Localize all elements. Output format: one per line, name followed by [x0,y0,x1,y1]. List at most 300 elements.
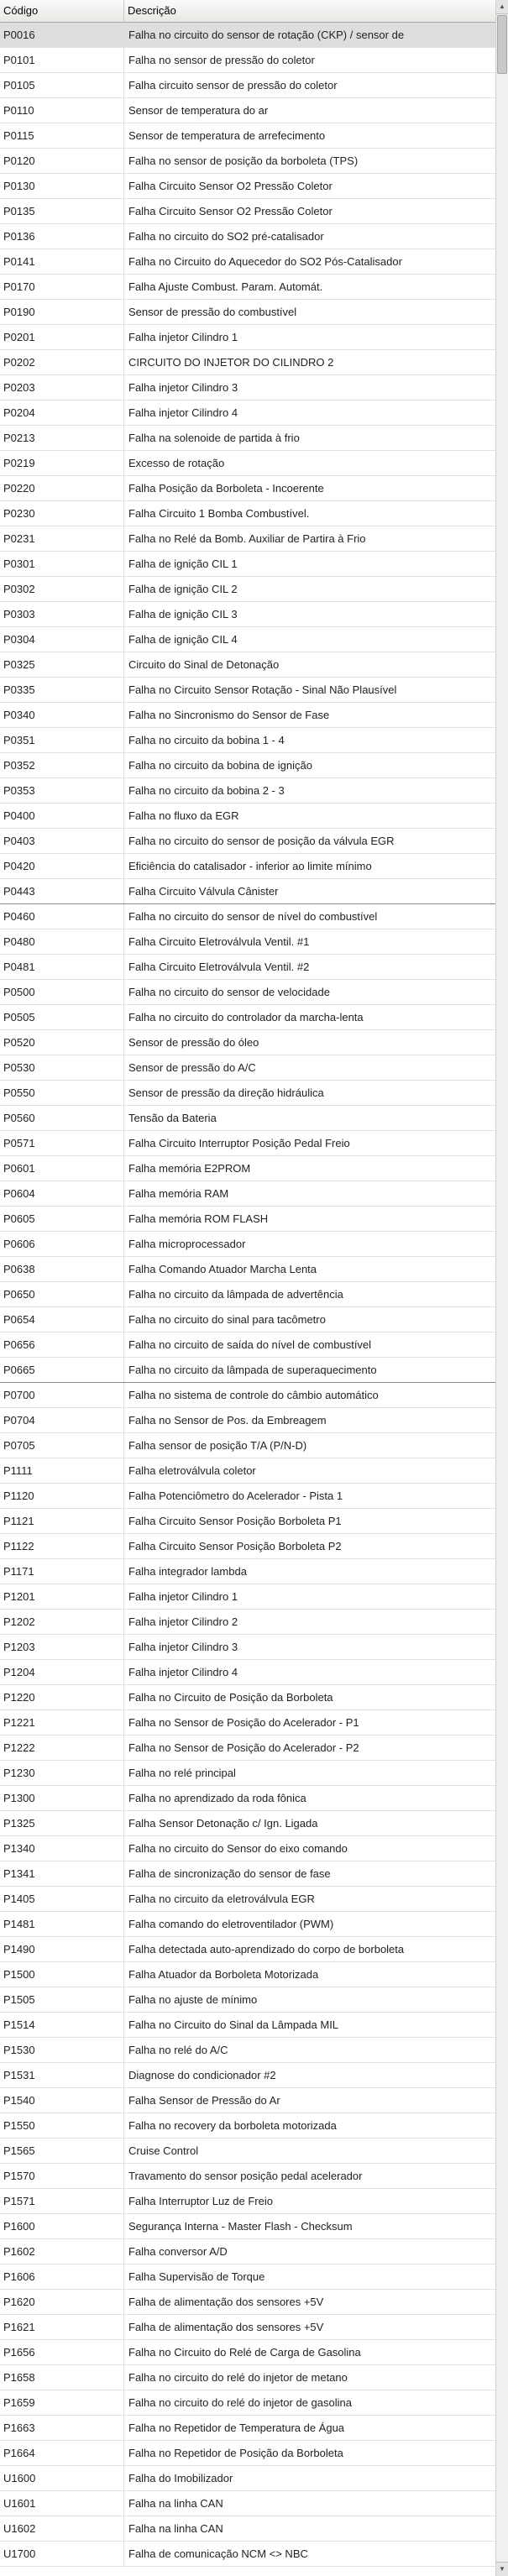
table-row[interactable] [0,678,495,703]
code-cell: P0115 [0,123,124,148]
code-cell: P1325 [0,1811,124,1835]
description-cell: Falha no circuito da bobina 2 - 3 [128,784,285,797]
description-cell: Falha no Circuito de Posição da Borboleta [128,1691,333,1704]
description-cell: Falha Circuito Eletroválvula Ventil. #2 [128,961,310,973]
code-cell: P0500 [0,980,124,1004]
code-cell: P0654 [0,1307,124,1332]
code-cell: P0213 [0,426,124,450]
table-row[interactable] [0,2491,495,2516]
description-cell: Falha no relé principal [128,1767,236,1779]
table-row[interactable] [0,325,495,350]
table-row[interactable] [0,48,495,73]
description-cell: Falha no circuito do controlador da marcha-lenta [128,1011,364,1024]
table-row[interactable] [0,199,495,224]
description-cell: Falha no fluxo da EGR [128,809,239,822]
vertical-scrollbar[interactable] [495,0,508,2576]
code-cell: P0135 [0,199,124,223]
code-cell: P1565 [0,2139,124,2163]
code-cell: P0120 [0,149,124,173]
scroll-down-arrow-icon[interactable]: ▼ [496,2562,508,2576]
table-row[interactable] [0,501,495,526]
table-row[interactable] [0,1106,495,1131]
table-row[interactable] [0,1861,495,1887]
description-cell: Falha Circuito Válvula Cânister [128,885,279,898]
table-row[interactable] [0,1081,495,1106]
table-row[interactable] [0,2466,495,2491]
table-row[interactable] [0,1660,495,1685]
table-row[interactable] [0,1987,495,2013]
code-cell: P0303 [0,602,124,626]
description-cell: Falha Interruptor Luz de Freio [128,2195,273,2207]
description-cell: Falha no aprendizado da roda fônica [128,1792,306,1804]
table-row[interactable] [0,753,495,778]
description-cell: Falha Comando Atuador Marcha Lenta [128,1263,317,1275]
description-cell: Travamento do sensor posição pedal acelerador [128,2170,363,2182]
description-cell: Falha no circuito do Sensor do eixo comando [128,1842,348,1855]
code-cell: P0420 [0,854,124,878]
table-row[interactable] [0,552,495,577]
code-cell: P1120 [0,1484,124,1508]
description-cell: Falha Circuito Eletroválvula Ventil. #1 [128,935,310,948]
code-cell: P0352 [0,753,124,778]
code-cell: P1405 [0,1887,124,1911]
table-row[interactable] [0,2189,495,2214]
table-row[interactable] [0,2290,495,2315]
description-cell: Falha detectada auto-aprendizado do corpo de borboleta [128,1943,405,1956]
code-cell: P0105 [0,73,124,97]
table-row[interactable] [0,602,495,627]
code-cell: P1550 [0,2113,124,2138]
code-cell: P0665 [0,1358,124,1382]
table-row[interactable] [0,1408,495,1433]
table-row[interactable] [0,1685,495,1710]
code-cell: P1204 [0,1660,124,1684]
description-cell: Falha Sensor de Pressão do Ar [128,2094,280,2107]
table-row[interactable] [0,577,495,602]
table-row[interactable] [0,375,495,401]
description-cell: Falha de alimentação dos sensores +5V [128,2296,324,2308]
description-cell: Falha injetor Cilindro 1 [128,331,238,343]
table-row[interactable] [0,2239,495,2264]
table-row[interactable] [0,1383,495,1408]
table-row[interactable] [0,2365,495,2390]
column-header-description[interactable]: Descrição [128,4,176,17]
description-cell: Sensor de pressão do combustível [128,306,297,318]
table-row[interactable] [0,627,495,652]
description-cell: Falha de comunicação NCM <> NBC [128,2547,308,2560]
code-cell: P0351 [0,728,124,752]
table-row[interactable] [0,2340,495,2365]
description-cell: Falha na solenoide de partida à frio [128,432,300,444]
description-cell: Falha no sensor de posição da borboleta (TPS) [128,154,359,167]
code-cell: P0219 [0,451,124,475]
table-row[interactable] [0,1055,495,1081]
code-cell: P0202 [0,350,124,374]
description-cell: Sensor de pressão da direção hidráulica [128,1086,324,1099]
description-cell: Falha injetor Cilindro 3 [128,1641,238,1653]
code-cell: P1571 [0,2189,124,2213]
code-cell: P1664 [0,2441,124,2465]
description-cell: Falha comando do eletroventilador (PWM) [128,1918,334,1930]
description-cell: Falha Ajuste Combust. Param. Automát. [128,280,323,293]
description-cell: Falha no Sensor de Posição do Acelerador - P1 [128,1716,359,1729]
code-cell: P1221 [0,1710,124,1735]
code-cell: P0650 [0,1282,124,1306]
code-cell: P0136 [0,224,124,249]
code-cell: U1700 [0,2542,124,2566]
table-row[interactable] [0,778,495,804]
table-row[interactable] [0,1333,495,1358]
description-cell: Falha Supervisão de Torque [128,2270,265,2283]
code-cell: P1659 [0,2390,124,2415]
code-cell: P0335 [0,678,124,702]
column-header-code[interactable]: Código [0,0,124,22]
table-row[interactable] [0,2038,495,2063]
table-row[interactable] [0,1761,495,1786]
table-row[interactable] [0,350,495,375]
description-cell: Falha no circuito do SO2 pré-catalisador [128,230,324,243]
table-row[interactable] [0,2416,495,2441]
code-cell: P0606 [0,1232,124,1256]
table-row[interactable] [0,879,495,904]
description-cell: Tensão da Bateria [128,1112,217,1124]
description-cell: Falha Circuito 1 Bomba Combustível. [128,507,310,520]
table-row[interactable] [0,1736,495,1761]
table-row[interactable] [0,1635,495,1660]
table-row[interactable] [0,174,495,199]
description-cell: Falha no Circuito Sensor Rotação - Sinal Não Plausível [128,683,397,696]
table-row[interactable] [0,2441,495,2466]
description-cell: Falha de sincronização do sensor de fase [128,1867,331,1880]
description-cell: Excesso de rotação [128,457,225,469]
table-row[interactable] [0,2139,495,2164]
table-row[interactable] [0,1836,495,1861]
table-row[interactable] [0,1509,495,1534]
table-row[interactable] [0,149,495,174]
table-row[interactable] [0,1005,495,1030]
description-cell: Falha no Repetidor de Temperatura de Água [128,2422,345,2434]
description-cell: Falha Circuito Interruptor Posição Pedal Freio [128,1137,350,1149]
code-cell: P0353 [0,778,124,803]
description-cell: Circuito do Sinal de Detonação [128,658,280,671]
description-cell: Falha no circuito da eletroválvula EGR [128,1893,315,1905]
table-row[interactable] [0,1912,495,1937]
description-cell: Falha de alimentação dos sensores +5V [128,2321,324,2333]
table-row[interactable] [0,401,495,426]
code-cell: P1505 [0,1987,124,2012]
table-row[interactable] [0,1937,495,1962]
table-row[interactable] [0,652,495,678]
description-cell: Falha injetor Cilindro 2 [128,1615,238,1628]
table-row[interactable] [0,1307,495,1333]
table-row[interactable] [0,2390,495,2416]
code-cell: P0638 [0,1257,124,1281]
code-cell: P1203 [0,1635,124,1659]
table-row[interactable] [0,1433,495,1458]
code-cell: P0231 [0,526,124,551]
code-cell: P1621 [0,2315,124,2339]
code-cell: P0605 [0,1207,124,1231]
description-cell: Cruise Control [128,2144,199,2157]
code-cell: P0304 [0,627,124,652]
table-row[interactable] [0,526,495,552]
scrollbar-thumb[interactable] [497,15,507,74]
code-cell: P1220 [0,1685,124,1709]
description-cell: Falha no Circuito do Relé de Carga de Gasolina [128,2346,361,2359]
table-row[interactable] [0,2013,495,2038]
code-cell: P0705 [0,1433,124,1458]
table-row[interactable] [0,929,495,955]
code-cell: P0604 [0,1181,124,1206]
description-cell: Falha no circuito da bobina 1 - 4 [128,734,285,746]
description-cell: Falha circuito sensor de pressão do coletor [128,79,338,92]
table-row[interactable] [0,2264,495,2290]
description-cell: Segurança Interna - Master Flash - Checksum [128,2220,353,2233]
table-header [0,0,495,23]
table-row[interactable] [0,1610,495,1635]
code-cell: P0190 [0,300,124,324]
description-cell: Sensor de pressão do A/C [128,1061,256,1074]
table-row[interactable] [0,804,495,829]
code-cell: P0101 [0,48,124,72]
code-cell: P1606 [0,2264,124,2289]
code-cell: P1656 [0,2340,124,2364]
table-row[interactable] [0,2063,495,2088]
table-row[interactable] [0,829,495,854]
description-cell: Falha injetor Cilindro 4 [128,1666,238,1678]
code-cell: P1620 [0,2290,124,2314]
code-cell: P0656 [0,1333,124,1357]
table-row[interactable] [0,1559,495,1584]
table-row[interactable] [0,2214,495,2239]
description-cell: Sensor de temperatura de arrefecimento [128,129,326,142]
description-cell: Falha Circuito Sensor O2 Pressão Coletor [128,205,333,217]
code-cell: P0016 [0,23,124,47]
description-cell: Falha no Circuito do Aquecedor do SO2 Pós-Catalisador [128,255,402,268]
description-cell: Falha de ignição CIL 1 [128,558,238,570]
description-cell: Falha Potenciômetro do Acelerador - Pista 1 [128,1490,343,1502]
code-cell: P1122 [0,1534,124,1558]
code-cell: P1663 [0,2416,124,2440]
code-cell: P0700 [0,1383,124,1407]
table-row[interactable] [0,1811,495,1836]
table-row[interactable] [0,451,495,476]
table-row[interactable] [0,1156,495,1181]
code-cell: P1230 [0,1761,124,1785]
description-cell: Falha no ajuste de mínimo [128,1993,258,2006]
table-row[interactable] [0,23,495,48]
description-cell: Falha memória ROM FLASH [128,1212,269,1225]
description-cell: Falha no Sensor de Pos. da Embreagem [128,1414,327,1427]
code-cell: U1601 [0,2491,124,2516]
table-row[interactable] [0,2088,495,2113]
code-cell: P1341 [0,1861,124,1886]
table-row[interactable] [0,1181,495,1207]
code-cell: P0302 [0,577,124,601]
table-row[interactable] [0,1232,495,1257]
description-cell: Falha de ignição CIL 2 [128,583,238,595]
description-cell: Falha no Sensor de Posição do Acelerador - P2 [128,1741,359,1754]
table-row[interactable] [0,1887,495,1912]
code-cell: P0301 [0,552,124,576]
description-cell: Falha Sensor Detonação c/ Ign. Ligada [128,1817,318,1830]
description-cell: Falha no circuito do relé do injetor de gasolina [128,2396,352,2409]
code-cell: P1602 [0,2239,124,2264]
code-cell: P0203 [0,375,124,400]
table-row[interactable] [0,1207,495,1232]
scroll-up-arrow-icon[interactable]: ▲ [496,0,508,14]
table-row[interactable] [0,249,495,275]
table-row[interactable] [0,426,495,451]
description-cell: Falha integrador lambda [128,1565,247,1578]
table-row[interactable] [0,2315,495,2340]
table-row[interactable] [0,854,495,879]
description-cell: Falha do Imobilizador [128,2472,233,2484]
code-cell: U1600 [0,2466,124,2490]
code-cell: P0170 [0,275,124,299]
description-cell: CIRCUITO DO INJETOR DO CILINDRO 2 [128,356,334,369]
table-row[interactable] [0,2542,495,2567]
description-cell: Falha injetor Cilindro 3 [128,381,238,394]
table-row[interactable] [0,73,495,98]
description-cell: Falha no Sincronismo do Sensor de Fase [128,709,330,721]
table-row[interactable] [0,703,495,728]
description-cell: Falha microprocessador [128,1238,246,1250]
table-row[interactable] [0,1358,495,1383]
code-cell: P0481 [0,955,124,979]
code-cell: P0110 [0,98,124,123]
code-cell: P1202 [0,1610,124,1634]
code-cell: P1121 [0,1509,124,1533]
code-cell: P0201 [0,325,124,349]
table-row[interactable] [0,1584,495,1610]
description-cell: Falha no circuito do sensor de posição da válvula EGR [128,835,395,847]
description-cell: Sensor de temperatura do ar [128,104,269,117]
code-cell: P0340 [0,703,124,727]
table-row[interactable] [0,1131,495,1156]
code-cell: P0220 [0,476,124,500]
description-cell: Falha no Relé da Bomb. Auxiliar de Partira à Frio [128,532,366,545]
description-cell: Falha no circuito da lâmpada de advertência [128,1288,343,1301]
code-cell: U1602 [0,2516,124,2541]
description-cell: Diagnose do condicionador #2 [128,2069,276,2081]
code-cell: P1490 [0,1937,124,1961]
table-row[interactable] [0,1257,495,1282]
description-cell: Falha no circuito do relé do injetor de metano [128,2371,348,2384]
code-cell: P1570 [0,2164,124,2188]
description-cell: Falha na linha CAN [128,2522,223,2535]
table-row[interactable] [0,955,495,980]
description-cell: Falha injetor Cilindro 4 [128,406,238,419]
table-row[interactable] [0,1534,495,1559]
code-cell: P1340 [0,1836,124,1861]
description-cell: Eficiência do catalisador - inferior ao limite mínimo [128,860,372,872]
description-cell: Falha no sensor de pressão do coletor [128,54,315,66]
code-cell: P0443 [0,879,124,903]
table-row[interactable] [0,1458,495,1484]
code-cell: P0325 [0,652,124,677]
description-cell: Falha no circuito do sensor de rotação (CKP) / sensor de [128,29,405,41]
description-cell: Falha no circuito do sensor de velocidade [128,986,330,998]
description-cell: Falha Posição da Borboleta - Incoerente [128,482,324,495]
table-row[interactable] [0,98,495,123]
table-row[interactable] [0,300,495,325]
code-cell: P1171 [0,1559,124,1584]
description-cell: Falha memória E2PROM [128,1162,251,1175]
table-row[interactable] [0,2164,495,2189]
table-row[interactable] [0,476,495,501]
table-row[interactable] [0,980,495,1005]
code-cell: P1481 [0,1912,124,1936]
description-cell: Falha sensor de posição T/A (P/N-D) [128,1439,307,1452]
table-row[interactable] [0,1030,495,1055]
table-row[interactable] [0,2516,495,2542]
code-cell: P1300 [0,1786,124,1810]
code-cell: P0460 [0,904,124,929]
description-cell: Falha de ignição CIL 4 [128,633,238,646]
description-cell: Falha Circuito Sensor Posição Borboleta P2 [128,1540,342,1552]
description-cell: Falha no circuito da bobina de ignição [128,759,312,772]
description-cell: Sensor de pressão do óleo [128,1036,259,1049]
code-cell: P1658 [0,2365,124,2390]
description-cell: Falha no recovery da borboleta motorizada [128,2119,337,2132]
description-cell: Falha eletroválvula coletor [128,1464,256,1477]
code-cell: P1600 [0,2214,124,2238]
table-row[interactable] [0,1484,495,1509]
code-cell: P1540 [0,2088,124,2113]
description-cell: Falha no circuito do sensor de nível do combustível [128,910,378,923]
code-cell: P1514 [0,2013,124,2037]
table-row[interactable] [0,1710,495,1736]
code-cell: P0530 [0,1055,124,1080]
code-cell: P0480 [0,929,124,954]
table-row[interactable] [0,1786,495,1811]
description-cell: Falha de ignição CIL 3 [128,608,238,620]
description-cell: Falha na linha CAN [128,2497,223,2510]
table-row[interactable] [0,2113,495,2139]
description-cell: Falha Atuador da Borboleta Motorizada [128,1968,319,1981]
code-cell: P0550 [0,1081,124,1105]
description-cell: Falha no Repetidor de Posição da Borboleta [128,2447,343,2459]
table-row[interactable] [0,904,495,929]
table-row[interactable] [0,123,495,149]
description-cell: Falha memória RAM [128,1187,229,1200]
code-cell: P1201 [0,1584,124,1609]
code-cell: P0130 [0,174,124,198]
code-cell: P0601 [0,1156,124,1181]
code-cell: P0403 [0,829,124,853]
code-cell: P1222 [0,1736,124,1760]
table-row[interactable] [0,224,495,249]
description-cell: Falha no circuito da lâmpada de superaquecimento [128,1364,377,1376]
table-row[interactable] [0,275,495,300]
description-cell: Falha no circuito de saída do nível de combustível [128,1338,372,1351]
code-cell: P0141 [0,249,124,274]
code-cell: P1500 [0,1962,124,1987]
table-row[interactable] [0,1282,495,1307]
code-cell: P0704 [0,1408,124,1432]
table-row[interactable] [0,728,495,753]
description-cell: Falha no Circuito do Sinal da Lâmpada MIL [128,2018,339,2031]
code-cell: P0204 [0,401,124,425]
code-cell: P1111 [0,1458,124,1483]
table-row[interactable] [0,1962,495,1987]
code-cell: P0400 [0,804,124,828]
description-cell: Falha injetor Cilindro 1 [128,1590,238,1603]
code-cell: P1531 [0,2063,124,2087]
description-cell: Falha no circuito do sinal para tacômetro [128,1313,326,1326]
description-cell: Falha Circuito Sensor O2 Pressão Coletor [128,180,333,192]
